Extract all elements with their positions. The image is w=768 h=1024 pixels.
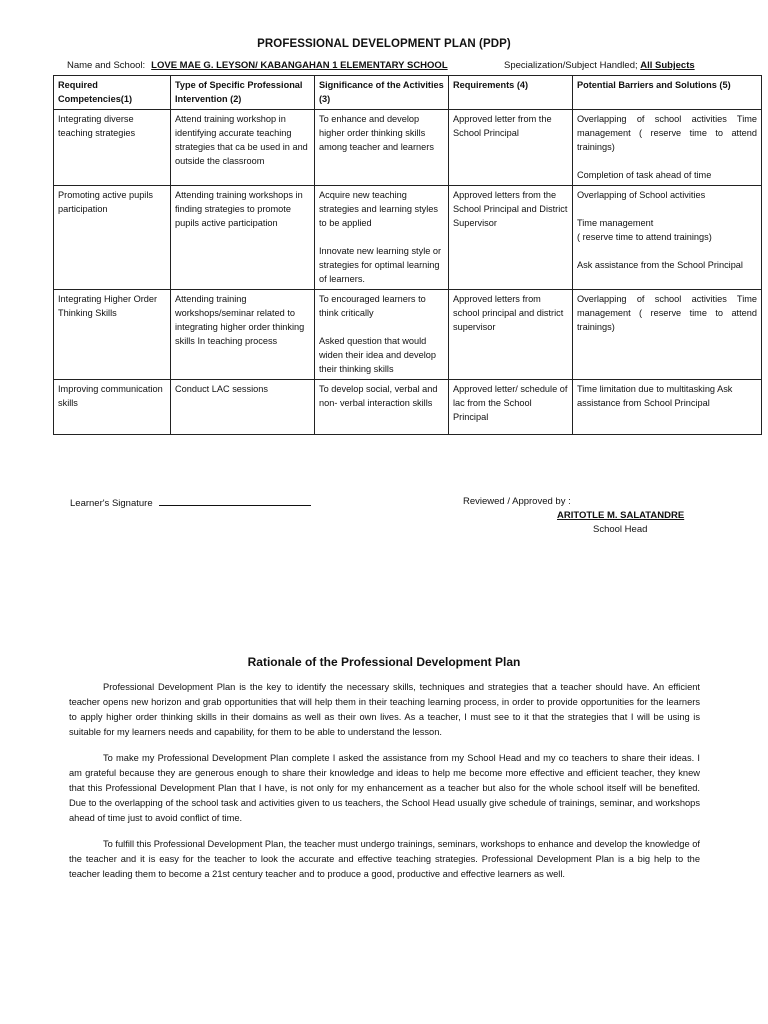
significance-cell [315,186,449,290]
requirements-cell: Approved letter from the School Principal [449,110,573,186]
barriers-cell [573,110,762,186]
table-header-row [54,76,762,110]
significance-cell [315,110,449,186]
significance-cell [315,380,449,435]
spacer [319,230,444,244]
table-row [54,290,762,380]
table-row [54,186,762,290]
rationale-paragraph: To fulfill this Professional Development Plan, the teacher must undergo trainings, seminars, workshops to enhance and develop the knowledge of the teacher and it is easy for the teacher to look the accurate and effective teaching strategies. Professional Development Plan is a big help to the teacher leading them to become a 21st century teacher and to produce a good, productive and effective learners as well. [69,839,700,879]
barriers-text: Overlapping of school activities Time management ( reserve time to attend trainings) [577,114,757,152]
barriers-cell [573,380,762,435]
header-competencies: Required Competencies(1) [54,76,171,110]
rationale-paragraph: Professional Development Plan is the key to identify the necessary skills, techniques and strategies that a teacher should have. An efficient teacher opens new horizon and grab opportunities that will help them in their teaching learning process, in order to provide opportunities for the learners to apply higher order thinking skills in their domains as well as their own lives. As a teacher, I must see to it that the strategies that I will be using is suitable for my learners needs and capability, for them to be able to understand the lesson. [69,682,700,737]
competency-cell: Integrating Higher Order Thinking Skills [54,290,171,380]
signature-line [159,496,311,506]
specialization-line [504,60,695,71]
document-title: PROFESSIONAL DEVELOPMENT PLAN (PDP) [257,38,511,50]
barriers-text: Completion of task ahead of time [577,170,712,180]
significance-text: To enhance and develop higher order thinking skills among teacher and learners [319,114,434,152]
name-school-label: Name and School: [67,60,146,71]
barriers-cell [573,186,762,290]
requirements-cell: Approved letters from the School Principal and District Supervisor [449,186,573,290]
spacer [577,202,757,216]
spacer [319,320,444,334]
rationale-paragraph: To make my Professional Development Plan complete I asked the assistance from my School Head and my co teachers to share their ideas. I am grateful because they are generous enough to share their knowledge and ideas to help me become more effective and efficient teacher, they knew that this Professional Development Plan that I have, is not only for my enhancement as a teacher but also for the whole school itself will be benefited. Due to the overlapping of the school task and activities given to us teachers, the School Head usually give schedule of trainings, seminar, and workshops ahead of time just to avoid conflict of time. [69,753,700,823]
intervention-cell: Conduct LAC sessions [171,380,315,435]
significance-text: Acquire new teaching strategies and learning styles to be applied [319,190,438,228]
specialization-label: Specialization/Subject Handled; [504,60,638,71]
name-school-line [67,60,448,71]
name-school-value: LOVE MAE G. LEYSON/ KABANGAHAN 1 ELEMENTARY SCHOOL [151,60,448,71]
significance-text: Innovate new learning style or strategies for optimal learning of learners. [319,246,442,284]
significance-text: To develop social, verbal and non- verbal interaction skills [319,384,438,408]
reviewed-label: Reviewed / Approved by : [463,496,571,507]
significance-cell [315,290,449,380]
rationale-title: Rationale of the Professional Development Plan [247,655,521,669]
requirements-cell: Approved letters from school principal and district supervisor [449,290,573,380]
barriers-cell [573,290,762,380]
barriers-text: Time management [577,218,654,228]
intervention-cell: Attend training workshop in identifying accurate teaching strategies that ca be used in and outside the classroom [171,110,315,186]
barriers-text: Overlapping of School activities [577,190,706,200]
approver-role: School Head [593,524,648,535]
learner-signature-label: Learner's Signature [70,498,153,509]
intervention-cell: Attending training workshops in finding strategies to promote pupils active participation [171,186,315,290]
spacer [577,154,757,168]
significance-text: Asked question that would widen their idea and develop their thinking skills [319,336,436,374]
barriers-text: Overlapping of school activities Time management ( reserve time to attend trainings) [577,294,757,332]
barriers-text: ( reserve time to attend trainings) [577,232,712,242]
spacer [577,244,757,258]
header-barriers: Potential Barriers and Solutions (5) [573,76,762,110]
barriers-text: Ask assistance from the School Principal [577,260,743,270]
table-row [54,380,762,435]
intervention-cell: Attending training workshops/seminar related to integrating higher order thinking skills In teaching process [171,290,315,380]
specialization-value: All Subjects [640,60,695,71]
competency-cell: Promoting active pupils participation [54,186,171,290]
requirements-cell: Approved letter/ schedule of lac from the School Principal [449,380,573,435]
header-significance: Significance of the Activities (3) [315,76,449,110]
header-requirements: Requirements (4) [449,76,573,110]
approver-name: ARITOTLE M. SALATANDRE [557,510,685,521]
learner-signature [70,496,311,509]
competency-cell: Improving communication skills [54,380,171,435]
rationale-body [69,680,700,893]
pdp-table [53,75,762,435]
barriers-text: Time limitation due to multitasking Ask assistance from School Principal [577,384,733,408]
header-intervention: Type of Specific Professional Intervention (2) [171,76,315,110]
significance-text: To encouraged learners to think critically [319,294,426,318]
competency-cell: Integrating diverse teaching strategies [54,110,171,186]
table-row [54,110,762,186]
